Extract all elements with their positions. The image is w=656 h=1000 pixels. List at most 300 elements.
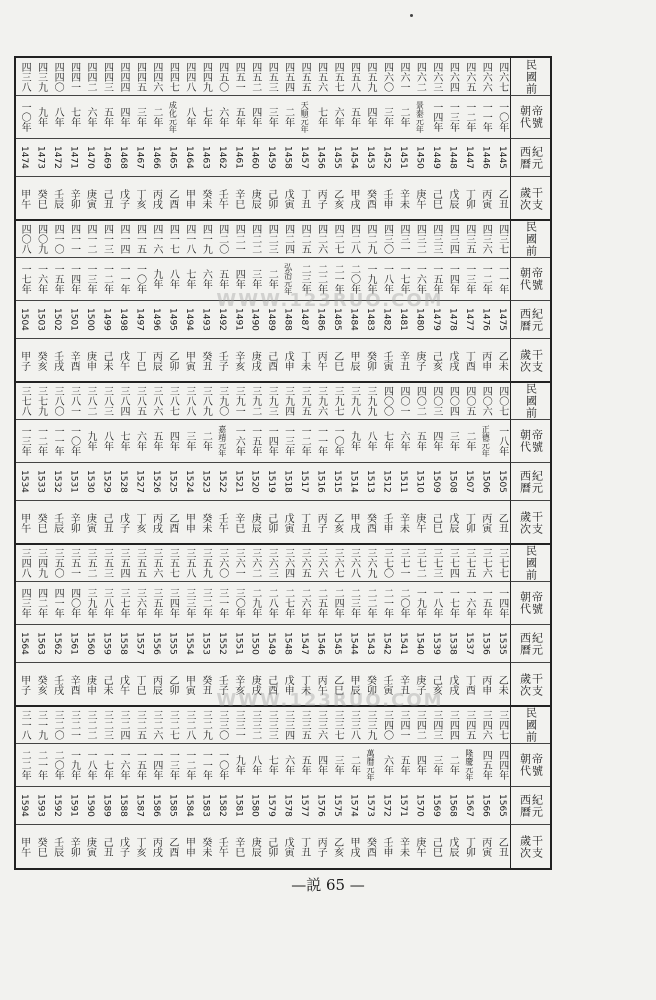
cell-minguo: 三一九 (35, 709, 47, 740)
cell-minguo: 三二八 (183, 709, 195, 740)
cell-minguo: 四六四 (447, 61, 459, 92)
cell-ganzhi: 辛酉 (68, 674, 80, 695)
cell-year: 1458 (282, 146, 293, 169)
cell-ganzhi: 甲申 (183, 836, 195, 857)
cell-year: 1540 (414, 632, 425, 655)
cell-minguo: 三八二 (85, 385, 97, 416)
cell-ganzhi: 癸酉 (364, 512, 376, 533)
cell-ganzhi: 戊寅 (282, 512, 294, 533)
cell-ganzhi: 戊子 (117, 512, 129, 533)
cell-minguo: 三五六 (150, 547, 162, 578)
cell-minguo: 三五二 (85, 547, 97, 578)
header-label: 歲次 (518, 510, 532, 535)
cell-minguo: 三四一 (397, 709, 409, 740)
cell-year: 1516 (315, 470, 326, 493)
table-block (16, 544, 550, 706)
cell-ganzhi: 庚辰 (249, 188, 261, 209)
cell-reign: 四年 (315, 755, 327, 775)
cell-year: 1550 (249, 632, 260, 655)
cell-reign: 弘治元年 (283, 263, 293, 295)
cell-minguo: 四二七 (332, 223, 344, 254)
cell-year: 1547 (299, 632, 310, 655)
cell-year: 1483 (365, 308, 376, 331)
header-label: 紀元 (530, 307, 544, 332)
cell-reign: 六年 (216, 107, 228, 127)
cell-year: 1512 (381, 470, 392, 493)
cell-minguo: 三六二 (249, 547, 261, 578)
cell-reign: 三八年 (101, 588, 113, 618)
cell-ganzhi: 辛卯 (68, 188, 80, 209)
cell-year: 1555 (167, 632, 178, 655)
cell-minguo: 三三二 (249, 709, 261, 740)
cell-ganzhi: 戊辰 (446, 836, 458, 857)
cell-ganzhi: 庚寅 (84, 188, 96, 209)
cell-reign: 一三年 (447, 102, 459, 132)
cell-reign: 一二年 (35, 426, 47, 456)
cell-minguo: 三五九 (200, 547, 212, 578)
cell-minguo: 三七三 (430, 547, 442, 578)
cell-reign: 三四年 (167, 588, 179, 618)
cell-reign: 二五年 (315, 588, 327, 618)
cell-minguo: 三六六 (315, 547, 327, 578)
cell-reign: 六年 (85, 107, 97, 127)
cell-year: 1545 (332, 632, 343, 655)
cell-ganzhi: 甲辰 (348, 350, 360, 371)
cell-minguo: 四三七 (496, 223, 508, 254)
cell-ganzhi: 辛巳 (232, 512, 244, 533)
cell-year: 1467 (134, 146, 145, 169)
cell-minguo: 三九六 (315, 385, 327, 416)
row-header-ganzhi (510, 177, 550, 220)
header-label: 西曆 (518, 631, 532, 656)
cell-reign: 二四年 (332, 588, 344, 618)
cell-year: 1473 (35, 146, 46, 169)
cell-reign: 隆慶元年 (464, 749, 474, 781)
cell-ganzhi: 己巳 (430, 512, 442, 533)
cell-ganzhi: 丁亥 (133, 512, 145, 533)
cell-minguo: 四二九 (365, 223, 377, 254)
cell-ganzhi: 丙子 (315, 188, 327, 209)
row-header-minguo (510, 706, 550, 744)
cell-ganzhi: 壬辰 (51, 188, 63, 209)
cell-year: 1530 (85, 470, 96, 493)
cell-minguo: 四六三 (430, 61, 442, 92)
cell-reign: 一二年 (101, 264, 113, 294)
cell-minguo: 四一六 (150, 223, 162, 254)
cell-reign: 一三年 (167, 750, 179, 780)
cell-minguo: 四一一 (68, 223, 80, 254)
cell-minguo: 三四九 (35, 547, 47, 578)
header-label: 干支 (530, 348, 544, 373)
cell-ganzhi: 辛未 (397, 836, 409, 857)
cell-minguo: 四三九 (35, 61, 47, 92)
row-ganzhi (16, 339, 510, 382)
cell-ganzhi: 甲午 (18, 836, 30, 857)
header-label: 歲次 (518, 348, 532, 373)
cell-ganzhi: 己卯 (265, 188, 277, 209)
cell-ganzhi: 甲申 (183, 188, 195, 209)
header-label: 紀元 (530, 145, 544, 170)
cell-year: 1528 (117, 470, 128, 493)
cell-reign: 一四年 (496, 588, 508, 618)
cell-minguo: 三六三 (266, 547, 278, 578)
cell-reign: 一六年 (414, 264, 426, 294)
cell-ganzhi: 壬申 (380, 188, 392, 209)
row-header-ganzhi (510, 501, 550, 544)
cell-ganzhi: 壬午 (216, 188, 228, 209)
header-label: 西曆 (518, 469, 532, 494)
cell-minguo: 三八三 (101, 385, 113, 416)
cell-minguo: 三七〇 (381, 547, 393, 578)
cell-ganzhi: 丁酉 (463, 674, 475, 695)
cell-reign: 一〇年 (332, 426, 344, 456)
cell-ganzhi: 甲辰 (348, 674, 360, 695)
cell-reign: 一七年 (397, 264, 409, 294)
cell-reign: 一三年 (282, 426, 294, 456)
row-header-year (510, 301, 550, 339)
row-header-minguo (510, 382, 550, 420)
cell-year: 1584 (183, 794, 194, 817)
cell-minguo: 四五七 (332, 61, 344, 92)
header-label: 帝號 (530, 105, 544, 129)
cell-reign: 一一年 (52, 426, 64, 456)
cell-ganzhi: 乙卯 (166, 350, 178, 371)
cell-reign: 二二年 (19, 750, 31, 780)
cell-minguo: 四五五 (299, 61, 311, 92)
cell-year: 1593 (35, 794, 46, 817)
cell-ganzhi: 乙巳 (331, 674, 343, 695)
cell-year: 1471 (68, 146, 79, 169)
cell-year: 1548 (282, 632, 293, 655)
cell-year: 1551 (233, 632, 244, 655)
cell-year: 1536 (480, 632, 491, 655)
cell-year: 1499 (101, 308, 112, 331)
cell-ganzhi: 戊申 (282, 674, 294, 695)
cell-ganzhi: 乙未 (496, 350, 508, 371)
cell-ganzhi: 丙辰 (150, 674, 162, 695)
cell-year: 1582 (216, 794, 227, 817)
cell-reign: 二〇年 (348, 264, 360, 294)
cell-minguo: 三八四 (117, 385, 129, 416)
cell-minguo: 四三〇 (381, 223, 393, 254)
cell-minguo: 三五七 (167, 547, 179, 578)
cell-reign: 三年 (249, 269, 261, 289)
cell-ganzhi: 辛丑 (397, 350, 409, 371)
cell-minguo: 三八五 (134, 385, 146, 416)
cell-year: 1562 (52, 632, 63, 655)
cell-year: 1477 (463, 308, 474, 331)
cell-minguo: 四五三 (266, 61, 278, 92)
header-label: 紀元 (530, 793, 544, 818)
cell-year: 1519 (266, 470, 277, 493)
row-ganzhi (16, 825, 510, 868)
cell-minguo: 三四七 (496, 709, 508, 740)
cell-minguo: 三六七 (332, 547, 344, 578)
cell-reign: 二二年 (365, 588, 377, 618)
cell-reign: 一六年 (35, 264, 47, 294)
header-label: 民國前 (524, 382, 538, 419)
cell-minguo: 四〇六 (480, 385, 492, 416)
cell-minguo: 三六五 (299, 547, 311, 578)
cell-minguo: 三六一 (233, 547, 245, 578)
cell-minguo: 四二八 (348, 223, 360, 254)
cell-minguo: 四二六 (315, 223, 327, 254)
cell-minguo: 三七二 (414, 547, 426, 578)
cell-reign: 七年 (117, 431, 129, 451)
cell-year: 1538 (447, 632, 458, 655)
cell-reign: 成化元年 (168, 101, 178, 133)
header-label: 西曆 (518, 307, 532, 332)
cell-year: 1554 (183, 632, 194, 655)
cell-ganzhi: 丙戌 (150, 188, 162, 209)
cell-minguo: 三九二 (249, 385, 261, 416)
cell-minguo: 四一九 (200, 223, 212, 254)
cell-reign: 六年 (381, 755, 393, 775)
cell-minguo: 三五一 (68, 547, 80, 578)
cell-minguo: 三三七 (332, 709, 344, 740)
cell-reign: 一七年 (19, 264, 31, 294)
cell-ganzhi: 戊午 (117, 350, 129, 371)
cell-minguo: 三二〇 (52, 709, 64, 740)
header-label: 朝代 (518, 267, 532, 291)
cell-ganzhi: 甲申 (183, 512, 195, 533)
cell-year: 1578 (282, 794, 293, 817)
header-label: 民國前 (524, 544, 538, 581)
cell-reign: 八年 (101, 431, 113, 451)
header-label: 帝號 (530, 267, 544, 291)
cell-ganzhi: 庚午 (413, 188, 425, 209)
cell-minguo: 三九五 (299, 385, 311, 416)
cell-ganzhi: 戊子 (117, 836, 129, 857)
row-reign (16, 744, 510, 787)
cell-reign: 二年 (150, 107, 162, 127)
cell-minguo: 四五一 (233, 61, 245, 92)
cell-year: 1585 (167, 794, 178, 817)
cell-year: 1505 (496, 470, 507, 493)
cell-year: 1448 (447, 146, 458, 169)
cell-minguo: 三九四 (282, 385, 294, 416)
cell-reign: 一九年 (68, 750, 80, 780)
cell-minguo: 四三八 (19, 61, 31, 92)
cell-year: 1511 (397, 470, 408, 493)
cell-reign: 一九年 (365, 264, 377, 294)
cell-reign: 八年 (167, 269, 179, 289)
cell-year: 1572 (381, 794, 392, 817)
cell-minguo: 四一〇 (52, 223, 64, 254)
cell-reign: 一一年 (117, 264, 129, 294)
cell-minguo: 四二四 (282, 223, 294, 254)
row-header-year (510, 463, 550, 501)
watermark-bottom: WWW.123RUO.COM (216, 690, 444, 711)
cell-reign: 二一年 (381, 588, 393, 618)
cell-minguo: 四一四 (117, 223, 129, 254)
cell-reign: 一八年 (496, 426, 508, 456)
cell-reign: 二〇年 (52, 750, 64, 780)
cell-year: 1552 (216, 632, 227, 655)
cell-reign: 一八年 (85, 750, 97, 780)
cell-reign: 一七年 (101, 750, 113, 780)
cell-year: 1561 (68, 632, 79, 655)
cell-minguo: 三二五 (134, 709, 146, 740)
cell-reign: 一四年 (68, 264, 80, 294)
cell-ganzhi: 辛卯 (68, 512, 80, 533)
cell-ganzhi: 甲午 (18, 512, 30, 533)
cell-reign: 三年 (183, 431, 195, 451)
cell-reign: 四三年 (19, 588, 31, 618)
cell-ganzhi: 壬寅 (380, 350, 392, 371)
cell-year: 1504 (19, 308, 30, 331)
cell-reign: 四年 (167, 431, 179, 451)
cell-minguo: 三五四 (117, 547, 129, 578)
cell-reign: 八年 (183, 107, 195, 127)
cell-ganzhi: 丁丑 (298, 512, 310, 533)
cell-year: 1527 (134, 470, 145, 493)
cell-ganzhi: 癸巳 (35, 836, 47, 857)
cell-year: 1532 (52, 470, 63, 493)
cell-minguo: 四二二 (249, 223, 261, 254)
cell-ganzhi: 庚辰 (249, 512, 261, 533)
cell-reign: 三年 (332, 755, 344, 775)
cell-ganzhi: 己卯 (265, 512, 277, 533)
cell-ganzhi: 乙丑 (496, 836, 508, 857)
header-label: 民國前 (524, 220, 538, 257)
cell-year: 1460 (249, 146, 260, 169)
table-block (16, 58, 550, 220)
cell-reign: 二年 (266, 269, 278, 289)
row-header-minguo (510, 544, 550, 582)
cell-ganzhi: 癸卯 (364, 350, 376, 371)
cell-ganzhi: 壬戌 (51, 350, 63, 371)
cell-year: 1569 (430, 794, 441, 817)
cell-minguo: 四一三 (101, 223, 113, 254)
cell-year: 1573 (365, 794, 376, 817)
row-minguo (16, 382, 510, 420)
cell-year: 1518 (282, 470, 293, 493)
cell-ganzhi: 甲寅 (183, 350, 195, 371)
cell-reign: 三五年 (150, 588, 162, 618)
cell-reign: 二年 (348, 755, 360, 775)
cell-ganzhi: 癸丑 (199, 674, 211, 695)
cell-reign: 七年 (68, 107, 80, 127)
cell-reign: 一〇年 (19, 102, 31, 132)
cell-year: 1583 (200, 794, 211, 817)
cell-year: 1465 (167, 146, 178, 169)
cell-year: 1520 (249, 470, 260, 493)
cell-year: 1564 (19, 632, 30, 655)
cell-ganzhi: 壬午 (216, 836, 228, 857)
cell-reign: 三三年 (183, 588, 195, 618)
cell-year: 1476 (480, 308, 491, 331)
cell-reign: 一二年 (480, 264, 492, 294)
cell-minguo: 三八八 (183, 385, 195, 416)
cell-reign: 六年 (134, 431, 146, 451)
cell-reign: 六年 (332, 107, 344, 127)
cell-year: 1571 (397, 794, 408, 817)
cell-reign: 一二年 (299, 426, 311, 456)
cell-reign: 二二年 (315, 264, 327, 294)
cell-minguo: 四〇〇 (381, 385, 393, 416)
cell-year: 1461 (233, 146, 244, 169)
cell-year: 1474 (19, 146, 30, 169)
cell-ganzhi: 丁酉 (463, 350, 475, 371)
cell-ganzhi: 壬辰 (51, 512, 63, 533)
cell-minguo: 四〇五 (463, 385, 475, 416)
cell-ganzhi: 乙酉 (166, 188, 178, 209)
cell-minguo: 三八六 (150, 385, 162, 416)
cell-minguo: 三三五 (299, 709, 311, 740)
cell-minguo: 四〇九 (35, 223, 47, 254)
cell-minguo: 三二四 (117, 709, 129, 740)
cell-reign: 一五年 (134, 750, 146, 780)
cell-ganzhi: 丁卯 (463, 512, 475, 533)
cell-reign: 二八年 (266, 588, 278, 618)
cell-ganzhi: 己丑 (101, 188, 113, 209)
cell-reign: 四五年 (480, 750, 492, 780)
cell-reign: 一一年 (496, 264, 508, 294)
cell-year: 1507 (463, 470, 474, 493)
cell-reign: 二三年 (299, 264, 311, 294)
cell-year: 1549 (266, 632, 277, 655)
row-header-reign (510, 258, 550, 301)
header-label: 干支 (530, 834, 544, 859)
cell-minguo: 四五八 (348, 61, 360, 92)
cell-year: 1558 (117, 632, 128, 655)
cell-reign: 正德元年 (481, 425, 491, 457)
cell-ganzhi: 乙未 (496, 674, 508, 695)
cell-year: 1546 (315, 632, 326, 655)
cell-reign: 三二年 (200, 588, 212, 618)
cell-reign: 七年 (266, 755, 278, 775)
cell-minguo: 四二一 (233, 223, 245, 254)
cell-reign: 六年 (200, 269, 212, 289)
cell-minguo: 三三六 (315, 709, 327, 740)
cell-reign: 三年 (134, 107, 146, 127)
cell-ganzhi: 丙子 (315, 512, 327, 533)
cell-reign: 七年 (315, 107, 327, 127)
cell-year: 1537 (463, 632, 474, 655)
cell-year: 1539 (430, 632, 441, 655)
cell-minguo: 三四〇 (381, 709, 393, 740)
cell-ganzhi: 戊辰 (446, 188, 458, 209)
cell-minguo: 四四二 (85, 61, 97, 92)
cell-year: 1494 (183, 308, 194, 331)
cell-ganzhi: 丁亥 (133, 188, 145, 209)
row-reign (16, 582, 510, 625)
cell-reign: 九年 (85, 431, 97, 451)
cell-ganzhi: 辛亥 (232, 350, 244, 371)
cell-reign: 九年 (233, 755, 245, 775)
cell-minguo: 四三一 (397, 223, 409, 254)
cell-minguo: 四〇七 (496, 385, 508, 416)
cell-year: 1495 (167, 308, 178, 331)
cell-minguo: 三一八 (19, 709, 31, 740)
cell-ganzhi: 甲戌 (348, 512, 360, 533)
cell-reign: 二年 (397, 107, 409, 127)
cell-reign: 一五年 (430, 264, 442, 294)
header-label: 朝代 (518, 429, 532, 453)
cell-reign: 一〇年 (496, 102, 508, 132)
cell-minguo: 四五〇 (216, 61, 228, 92)
cell-reign: 三一年 (216, 588, 228, 618)
cell-minguo: 三六〇 (216, 547, 228, 578)
cell-year: 1535 (496, 632, 507, 655)
cell-year: 1587 (134, 794, 145, 817)
cell-ganzhi: 甲子 (18, 350, 30, 371)
cell-minguo: 三四八 (19, 547, 31, 578)
cell-year: 1449 (430, 146, 441, 169)
cell-reign: 三年 (447, 431, 459, 451)
cell-minguo: 四四四 (117, 61, 129, 92)
